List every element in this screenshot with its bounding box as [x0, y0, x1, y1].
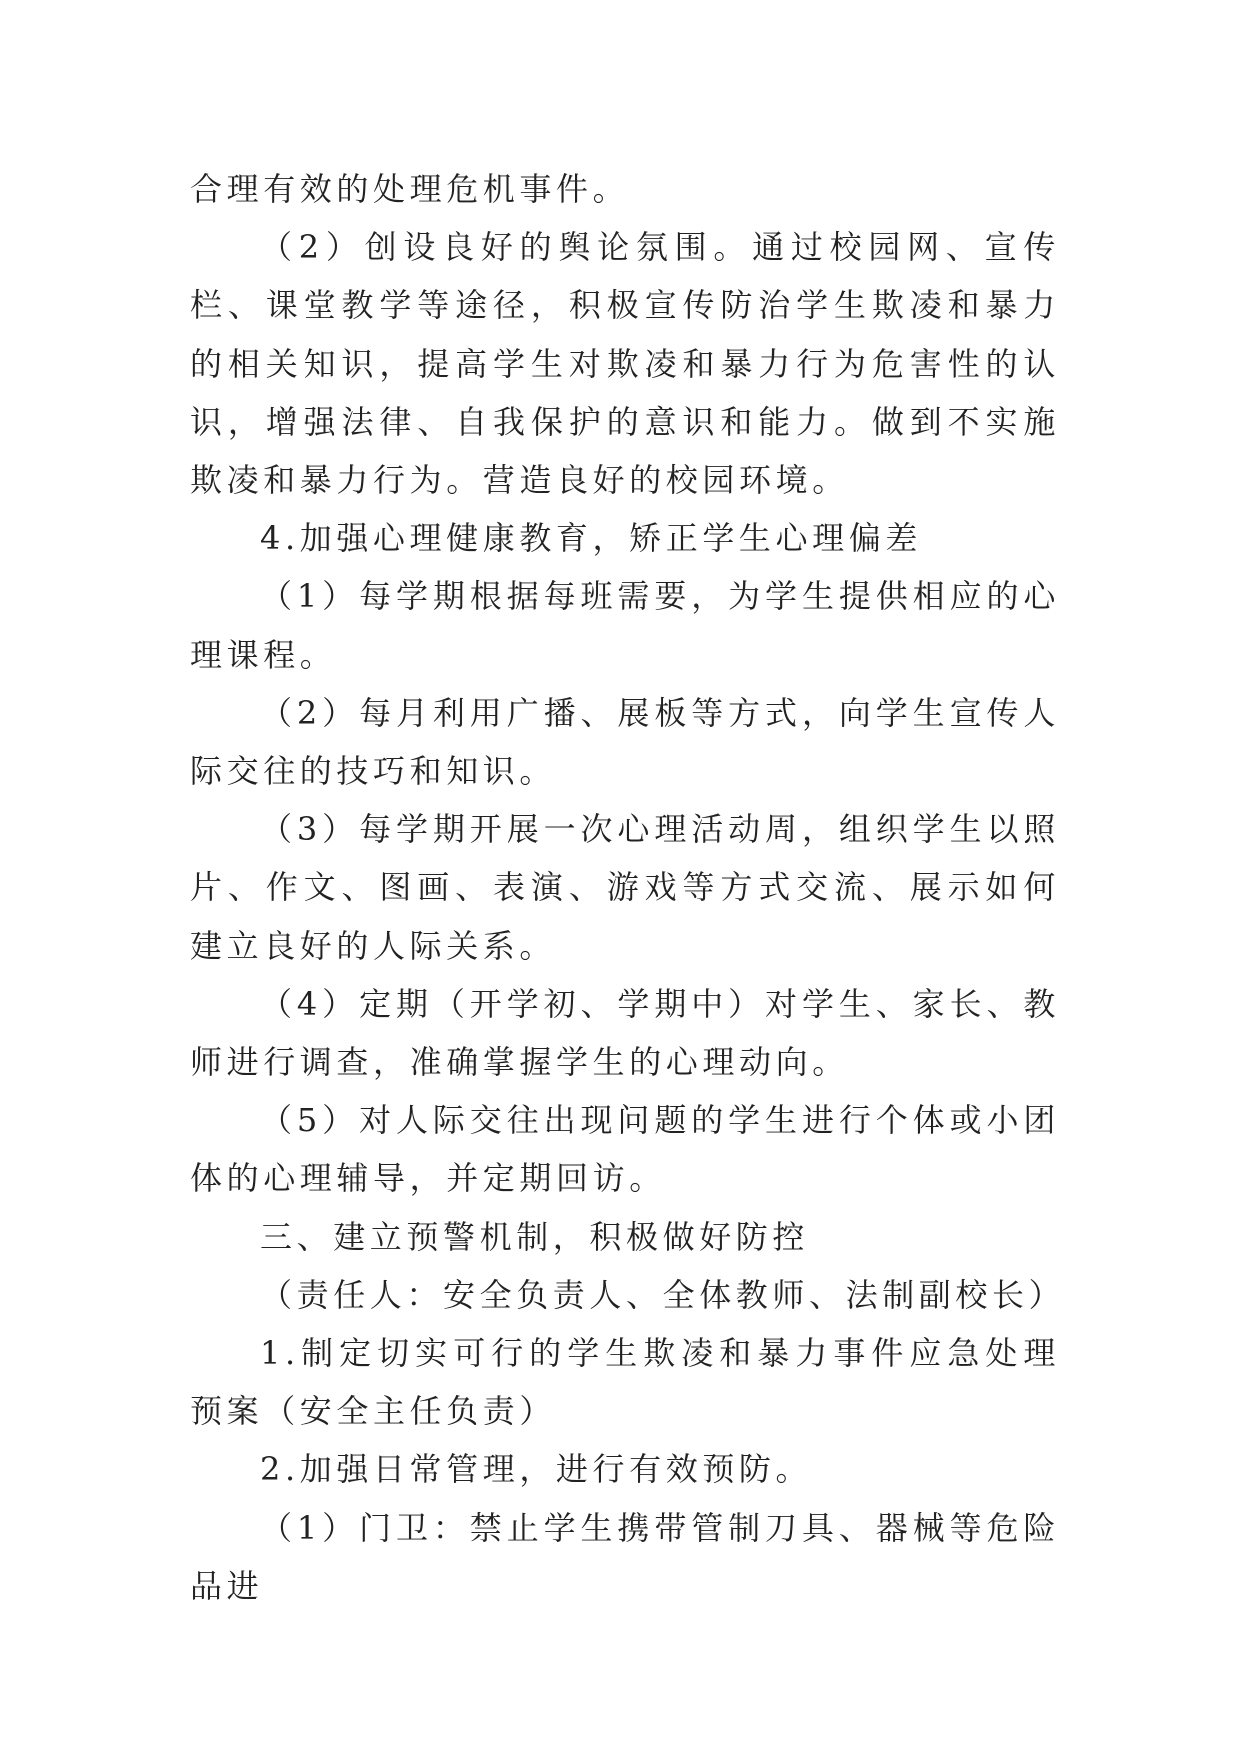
paragraph: （3）每学期开展一次心理活动周，组织学生以照片、作文、图画、表演、游戏等方式交流、展示如何建立良好的人际关系。 — [190, 810, 1060, 965]
paragraph: （责任人：安全负责人、全体教师、法制副校长） — [260, 1275, 1066, 1314]
section-heading: 2.加强日常管理，进行有效预防。 — [260, 1450, 813, 1489]
paragraph: 合理有效的处理危机事件。 — [190, 170, 630, 208]
paragraph: 1.制定切实可行的学生欺凌和暴力事件应急处理预案（安全主任负责） — [190, 1334, 1060, 1431]
paragraph: （1）每学期根据每班需要，为学生提供相应的心理课程。 — [190, 577, 1060, 674]
paragraph: （5）对人际交往出现问题的学生进行个体或小团体的心理辅导，并定期回访。 — [190, 1101, 1060, 1198]
section-heading: 4.加强心理健康教育，矫正学生心理偏差 — [260, 519, 922, 558]
section-heading: 三、建立预警机制，积极做好防控 — [260, 1217, 810, 1256]
paragraph: （1）门卫：禁止学生携带管制刀具、器械等危险品进 — [190, 1508, 1060, 1605]
paragraph: （2）创设良好的舆论氛围。通过校园网、宣传栏、课堂教学等途径，积极宣传防治学生欺凌和暴力的相关知识，提高学生对欺凌和暴力行为危害性的认识，增强法律、自我保护的意识和能力。做到不实施欺凌和暴力行为。营造良好的校园环境。 — [190, 228, 1060, 500]
paragraph: （4）定期（开学初、学期中）对学生、家长、教师进行调查，准确掌握学生的心理动向。 — [190, 984, 1060, 1082]
paragraph: （2）每月利用广播、展板等方式，向学生宣传人际交往的技巧和知识。 — [190, 693, 1060, 791]
document-body — [190, 160, 1066, 1615]
